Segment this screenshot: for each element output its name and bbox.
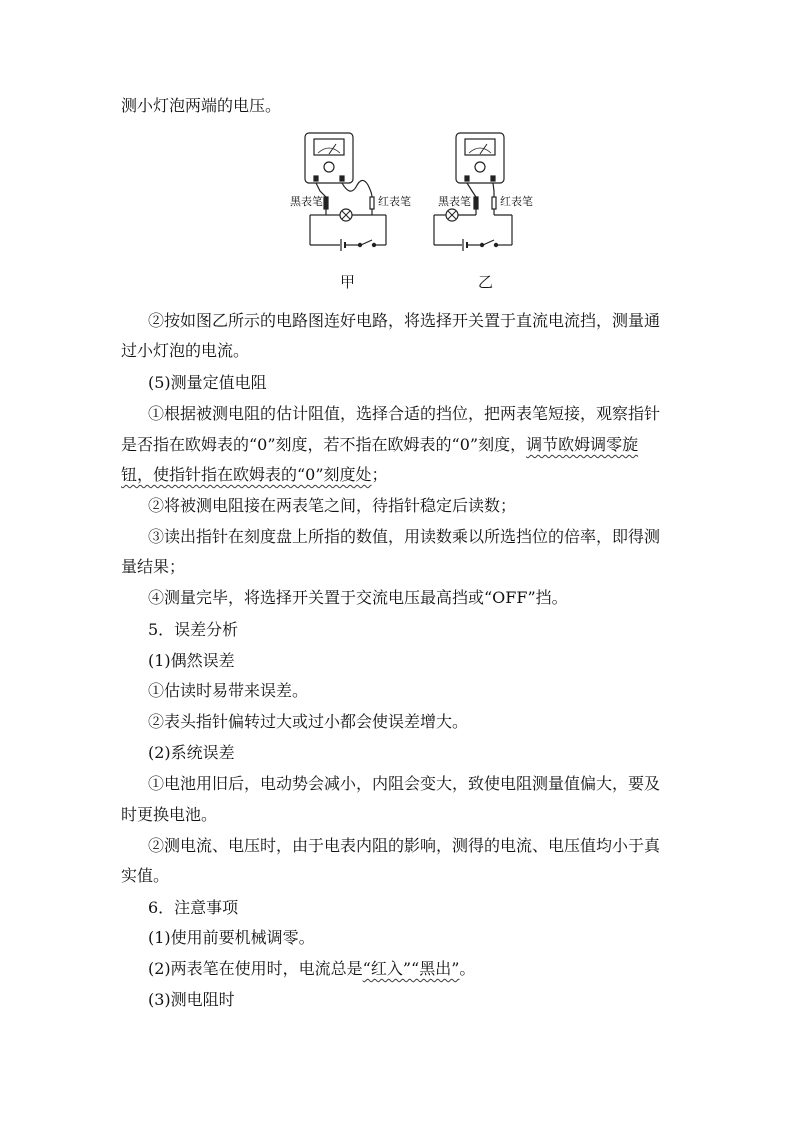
text-line: (3)测电阻时 xyxy=(148,990,235,1009)
text-line: 量结果； xyxy=(121,557,186,576)
text-line: (1)使用前要机械调零。 xyxy=(148,928,315,947)
text-span: 是否指在欧姆表的“0”刻度，若不指在欧姆表的“0”刻度， xyxy=(121,435,527,454)
text-span: 。 xyxy=(459,959,476,978)
text-line xyxy=(148,959,475,979)
switch xyxy=(483,240,494,245)
black-probe xyxy=(324,197,328,209)
figure-caption-left: 甲 xyxy=(340,273,356,291)
circuit-figure xyxy=(0,125,794,295)
text-line: ②将被测电阻接在两表笔之间，待指针稳定后读数； xyxy=(148,496,517,515)
text-line: ①估读时易带来误差。 xyxy=(148,681,309,700)
section-heading: (5)测量定值电阻 xyxy=(148,373,267,392)
text-line: ②表头指针偏转过大或过小都会使误差增大。 xyxy=(148,712,469,731)
text-line xyxy=(121,465,388,485)
text-line: ②按如图乙所示的电路图连好电路，将选择开关置于直流电流挡，测量通 xyxy=(148,311,661,330)
section-heading: (1)偶然误差 xyxy=(148,651,235,670)
text-line: 测小灯泡两端的电压。 xyxy=(121,96,282,115)
emphasis-span: 调节欧姆调零旋 xyxy=(526,435,639,454)
text-line: 实值。 xyxy=(121,866,170,885)
emphasis-span: “红入”“黑出” xyxy=(362,959,460,978)
section-heading: (2)系统误差 xyxy=(148,743,235,762)
multimeter-body xyxy=(305,133,353,183)
red-probe xyxy=(370,197,374,209)
text-span: ； xyxy=(371,465,388,484)
text-line: ④测量完毕，将选择开关置于交流电压最高挡或“OFF”挡。 xyxy=(148,588,568,607)
text-line: 过小灯泡的电流。 xyxy=(121,341,250,360)
multimeter-diagram-left xyxy=(305,133,386,251)
text-line xyxy=(121,435,638,455)
red-probe xyxy=(492,197,496,209)
black-probe-label-left: 黑表笔 xyxy=(290,195,323,208)
text-line: 时更换电池。 xyxy=(121,805,218,824)
section-heading: 6．注意事项 xyxy=(148,898,239,917)
section-heading: 5．误差分析 xyxy=(148,620,239,639)
text-line: ①电池用旧后，电动势会减小，内阻会变大，致使电阻测量值偏大，要及 xyxy=(148,774,661,793)
figure-caption-right: 乙 xyxy=(478,273,494,291)
multimeter-body xyxy=(456,133,504,183)
switch xyxy=(361,240,372,245)
text-line: ②测电流、电压时，由于电表内阻的影响，测得的电流、电压值均小于真 xyxy=(148,836,661,855)
multimeter-diagram-right xyxy=(434,133,512,251)
black-probe-label-right: 黑表笔 xyxy=(438,195,471,208)
text-line: ③读出指针在刻度盘上所指的数值，用读数乘以所选挡位的倍率，即得测 xyxy=(148,527,661,546)
red-probe-label-right: 红表笔 xyxy=(500,195,533,208)
red-probe-label-left: 红表笔 xyxy=(378,195,411,208)
black-probe xyxy=(474,197,478,209)
emphasis-span: 钮，使指针指在欧姆表的“0”刻度处 xyxy=(121,465,372,484)
text-span: (2)两表笔在使用时，电流总是 xyxy=(148,959,363,978)
text-line: ①根据被测电阻的估计阻值，选择合适的挡位，把两表笔短接，观察指针 xyxy=(148,404,661,423)
